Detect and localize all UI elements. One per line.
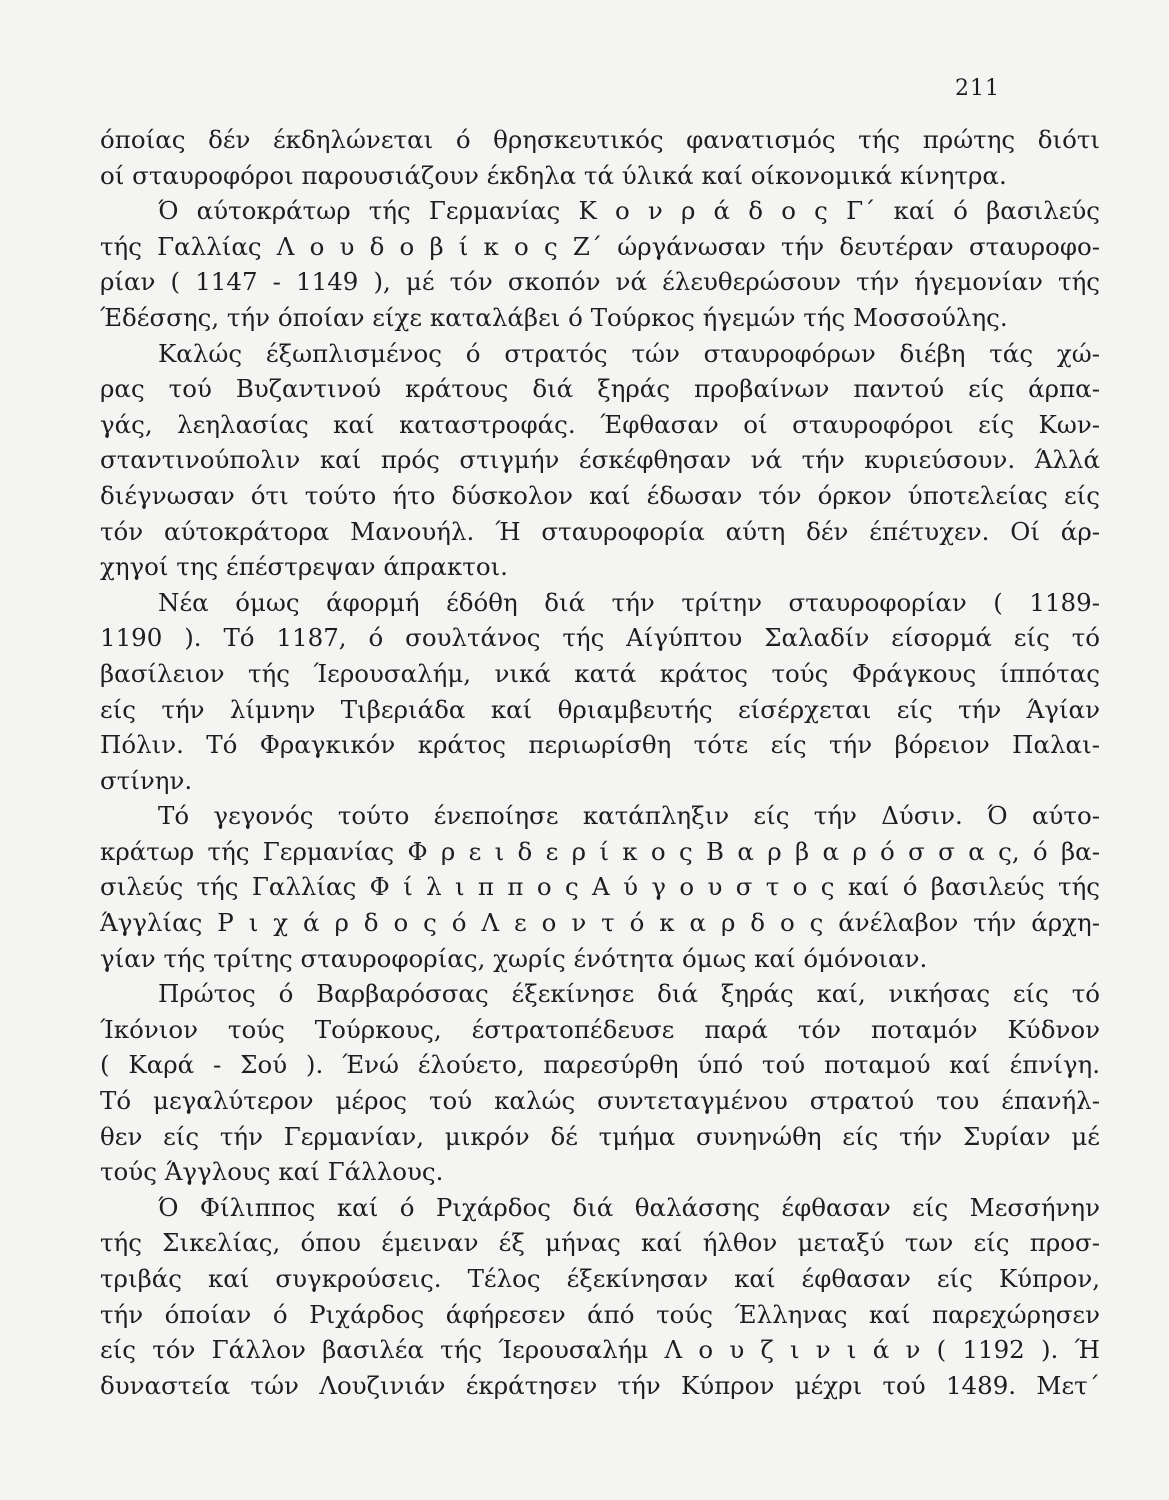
text-line: ρίαν ( 1147 - 1149 ), μέ τόν σκοπόν νά έλευθερώσουν τήν ήγεμονίαν τής (100, 267, 1100, 297)
text-line: Νέα όμως άφορμή έδόθη διά τήν τρίτην σταυροφορίαν ( 1189- (158, 587, 1100, 617)
text-line: τήν όποίαν ό Ριχάρδος άφήρεσεν άπό τούς Έλληνας καί παρεχώρησεν (100, 1299, 1100, 1329)
text-line: Πόλιν. Τό Φραγκικόν κράτος περιωρίσθη τότε είς τήν βόρειον Παλαι- (100, 730, 1100, 760)
text-line: ( Καρά - Σού ). Ένώ έλούετο, παρεσύρθη ύπό τού ποταμού καί έπνίγη. (100, 1050, 1100, 1080)
paragraph (100, 193, 1100, 335)
text-line: Πρώτος ό Βαρβαρόσσας έξεκίνησε διά ξηράς καί, νικήσας είς τό (158, 979, 1100, 1009)
paragraph (100, 976, 1100, 1190)
text-line: ρας τού Βυζαντινού κράτους διά ξηράς προβαίνων παντού είς άρπα- (100, 374, 1100, 404)
paragraph (100, 585, 1100, 799)
text-line: Ίκόνιον τούς Τούρκους, έστρατοπέδευσε παρά τόν ποταμόν Κύδνον (100, 1014, 1100, 1044)
paragraph (100, 1190, 1100, 1404)
text-line: δυναστεία τών Λουζινιάν έκράτησεν τήν Κύπρον μέχρι τού 1489. Μετ΄ (100, 1370, 1100, 1400)
text-line: 1190 ). Τό 1187, ό σουλτάνος τής Αίγύπτου Σαλαδίν είσορμά είς τό (100, 623, 1100, 653)
text-line: σταντινούπολιν καί πρός στιγμήν έσκέφθησαν νά τήν κυριεύσουν. Άλλά (100, 445, 1100, 475)
text-line: κράτωρ τής Γερμανίας Φ ρ ε ι δ ε ρ ί κ ο ς Β α ρ β α ρ ό σ σ α ς, ό βα- (100, 836, 1100, 866)
text-line: Τό γεγονός τούτο ένεποίησε κατάπληξιν είς τήν Δύσιν. Ό αύτο- (158, 801, 1100, 831)
text-line: τής Γαλλίας Λ ο υ δ ο β ί κ ο ς Ζ΄ ώργάνωσαν τήν δευτέραν σταυροφο- (100, 231, 1100, 261)
text-line: είς τόν Γάλλον βασιλέα τής Ίερουσαλήμ Λ ο υ ζ ι ν ι ά ν ( 1192 ). Ή (100, 1335, 1100, 1365)
text-line: Ό Φίλιππος καί ό Ριχάρδος διά θαλάσσης έφθασαν είς Μεσσήνην (158, 1192, 1100, 1222)
text-line: οί σταυροφόροι παρουσιάζουν έκδηλα τά ύλικά καί οίκονομικά κίνητρα. (100, 160, 1007, 190)
paragraph (100, 798, 1100, 976)
page-number: 211 (955, 76, 1000, 101)
text-line: Τό μεγαλύτερον μέρος τού καλώς συντεταγμένου στρατού του έπανήλ- (100, 1086, 1100, 1116)
text-line: Έδέσσης, τήν όποίαν είχε καταλάβει ό Τούρκος ήγεμών τής Μοσσούλης. (100, 302, 1008, 332)
text-line: Ό αύτοκράτωρ τής Γερμανίας Κ ο ν ρ ά δ ο ς Γ΄ καί ό βασιλεύς (158, 196, 1100, 226)
text-line: χηγοί της έπέστρεψαν άπρακτοι. (100, 552, 508, 582)
text-line: γάς, λεηλασίας καί καταστροφάς. Έφθασαν οί σταυροφόροι είς Κων- (100, 409, 1100, 439)
text-line: διέγνωσαν ότι τούτο ήτο δύσκολον καί έδωσαν τόν όρκον ύποτελείας είς (100, 480, 1100, 510)
paragraph (100, 336, 1100, 585)
text-line: τής Σικελίας, όπου έμειναν έξ μήνας καί ήλθον μεταξύ των είς προσ- (100, 1228, 1100, 1258)
text-body (100, 122, 1100, 1403)
text-line: είς τήν λίμνην Τιβεριάδα καί θριαμβευτής είσέρχεται είς τήν Άγίαν (100, 694, 1100, 724)
paragraph (100, 122, 1100, 193)
text-line: όποίας δέν έκδηλώνεται ό θρησκευτικός φανατισμός τής πρώτης διότι (100, 125, 1100, 154)
text-line: βασίλειον τής Ίερουσαλήμ, νικά κατά κράτος τούς Φράγκους ίππότας (100, 658, 1100, 688)
text-line: σιλεύς τής Γαλλίας Φ ί λ ι π π ο ς Α ύ γ ο υ σ τ ο ς καί ό βασιλεύς τής (100, 872, 1100, 902)
text-line: θεν είς τήν Γερμανίαν, μικρόν δέ τμήμα συνηνώθη είς τήν Συρίαν μέ (100, 1121, 1100, 1151)
text-line: Άγγλίας Ρ ι χ ά ρ δ ο ς ό Λ ε ο ν τ ό κ α ρ δ ο ς άνέλαβον τήν άρχη- (100, 908, 1100, 938)
text-line: τριβάς καί συγκρούσεις. Τέλος έξεκίνησαν καί έφθασαν είς Κύπρον, (100, 1264, 1100, 1293)
text-line: τούς Άγγλους καί Γάλλους. (100, 1157, 444, 1187)
text-line: στίνην. (100, 765, 193, 795)
text-line: Καλώς έξωπλισμένος ό στρατός τών σταυροφόρων διέβη τάς χώ- (158, 338, 1100, 368)
text-line: γίαν τής τρίτης σταυροφορίας, χωρίς ένότητα όμως καί όμόνοιαν. (100, 943, 928, 973)
text-line: τόν αύτοκράτορα Μανουήλ. Ή σταυροφορία αύτη δέν έπέτυχεν. Οί άρ- (100, 516, 1100, 546)
